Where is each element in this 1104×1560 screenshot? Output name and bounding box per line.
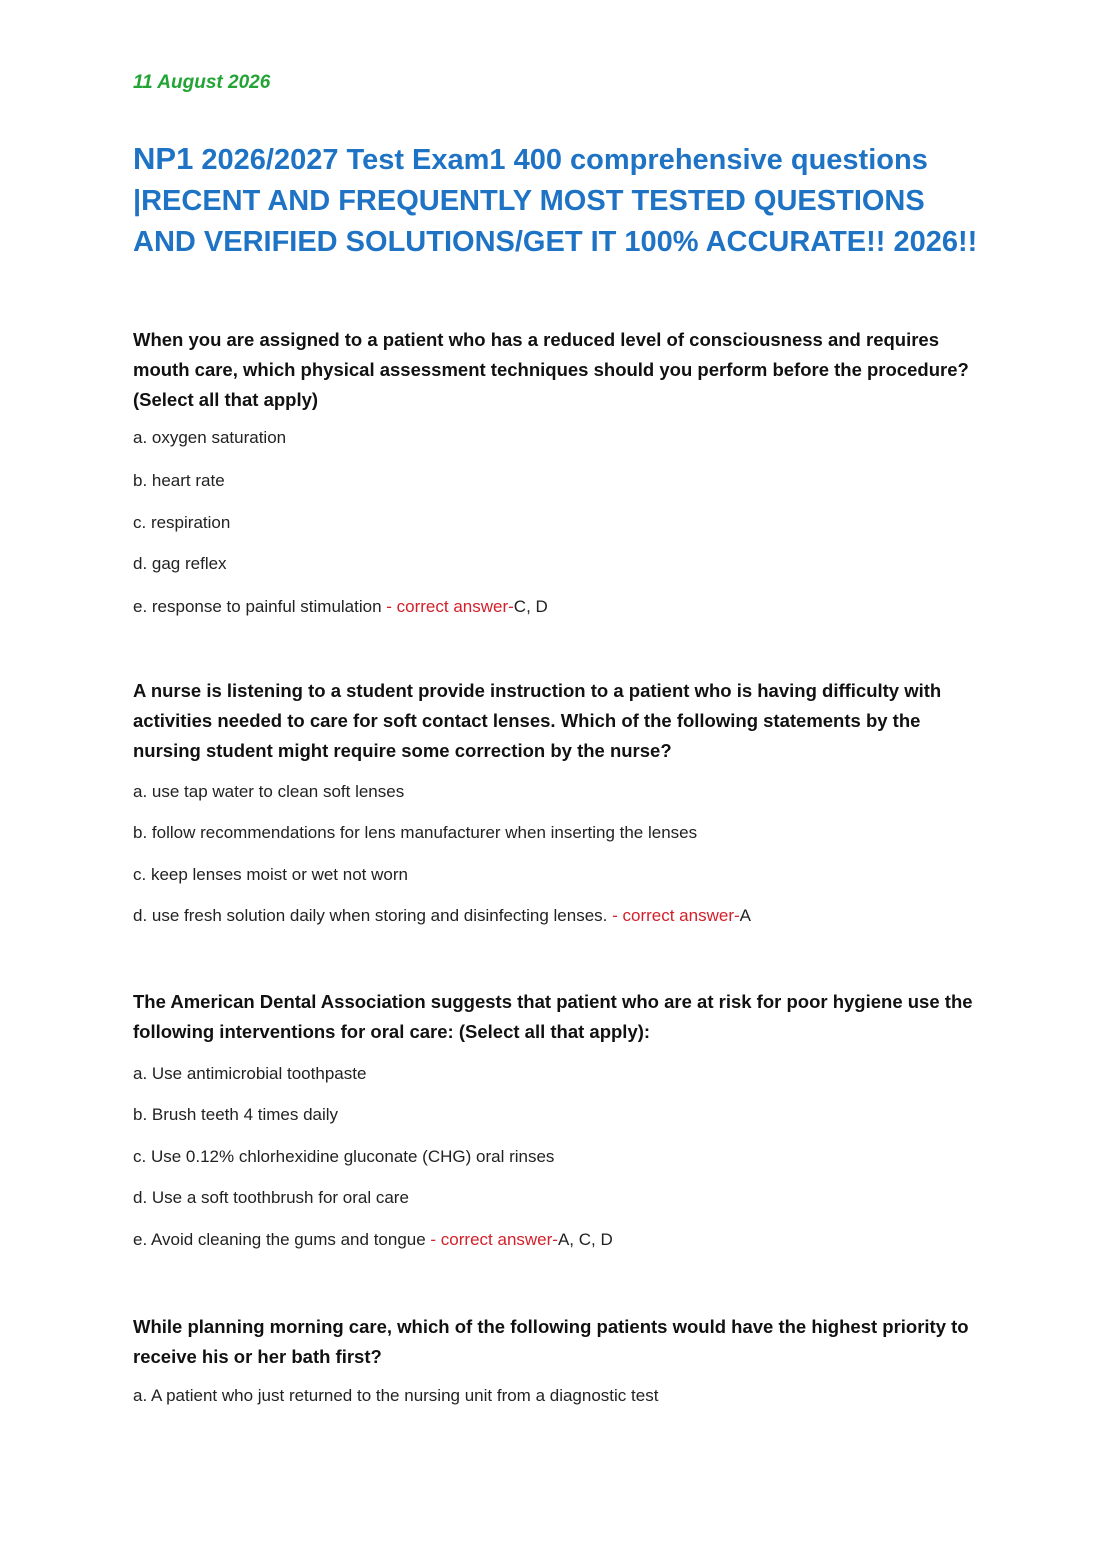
q1-option-b: b. heart rate xyxy=(133,471,225,490)
q1-answer: C, D xyxy=(513,597,548,616)
q3-option-e xyxy=(133,1229,613,1251)
q4-option-a: a. A patient who just returned to the nursing unit from a diagnostic test xyxy=(133,1386,659,1405)
q3-option-b: b. Brush teeth 4 times daily xyxy=(133,1105,339,1124)
correct-answer-label: - correct answer- xyxy=(612,906,740,925)
question-2: A nurse is listening to a student provide instruction to a patient who is having difficulty with activities needed to care for soft contact lenses. Which of the following statements by the nursing student might require some correction by the nurse? xyxy=(133,680,942,761)
correct-answer-label: - correct answer- xyxy=(430,1230,558,1249)
q1-option-c: c. respiration xyxy=(133,513,231,532)
document-title xyxy=(133,138,993,263)
title-text: 2026/2027 Test Exam1 400 comprehensive questions |RECENT AND FREQUENTLY MOST TESTED QUESTIONS AND VERIFIED SOLUTIONS/GET IT 100% ACCURATE!! 2026!! xyxy=(133,144,978,258)
question-3: The American Dental Association suggests that patient who are at risk for poor hygiene use the following interventions for oral care: (Select all that apply): xyxy=(133,991,973,1042)
q3-answer: A, C, D xyxy=(557,1230,613,1249)
q1-option-e xyxy=(133,596,548,618)
document-date: 11 August 2026 xyxy=(133,72,271,93)
q2-option-d-text: d. use fresh solution daily when storing and disinfecting lenses. xyxy=(133,906,613,925)
q3-option-c: c. Use 0.12% chlorhexidine gluconate (CHG) oral rinses xyxy=(133,1147,555,1166)
q1-option-e-text: e. response to painful stimulation xyxy=(133,597,387,616)
q3-option-a: a. Use antimicrobial toothpaste xyxy=(133,1064,367,1083)
q3-option-d: d. Use a soft toothbrush for oral care xyxy=(133,1188,409,1207)
q2-answer: A xyxy=(739,906,751,925)
question-1: When you are assigned to a patient who has a reduced level of consciousness and requires mouth care, which physical assessment techniques should you perform before the procedure? (Select all that apply) xyxy=(133,329,969,410)
title-prefix: NP1 xyxy=(133,141,194,176)
q2-option-a: a. use tap water to clean soft lenses xyxy=(133,782,405,801)
question-4: While planning morning care, which of the following patients would have the highest priority to receive his or her bath first? xyxy=(133,1316,969,1367)
q1-option-d: d. gag reflex xyxy=(133,554,227,573)
q1-option-a: a. oxygen saturation xyxy=(133,428,287,447)
q2-option-c: c. keep lenses moist or wet not worn xyxy=(133,865,408,884)
q2-option-d xyxy=(133,905,751,927)
q2-option-b: b. follow recommendations for lens manufacturer when inserting the lenses xyxy=(133,823,698,842)
q3-option-e-text: e. Avoid cleaning the gums and tongue xyxy=(133,1230,431,1249)
correct-answer-label: - correct answer- xyxy=(386,597,514,616)
